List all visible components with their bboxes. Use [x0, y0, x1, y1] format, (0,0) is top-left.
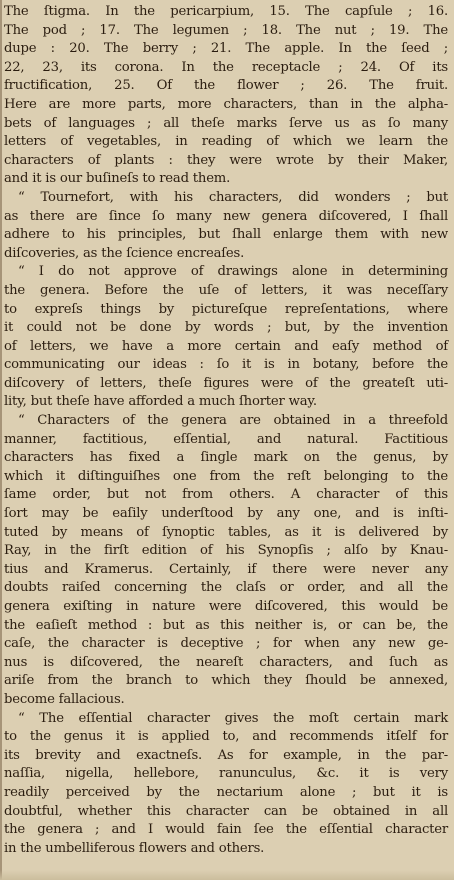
text-line: to expreſs things by pictureſque repreſentations, where — [4, 301, 448, 317]
text-line: become fallacious. — [4, 691, 125, 707]
text-line: characters has fixed a ſingle mark on the genus, by — [4, 450, 448, 466]
text-line: 22, 23, its corona. In the receptacle ; 24. Of its — [4, 59, 448, 75]
text-line: “ Tournefort, with his characters, did wonders ; but — [18, 189, 448, 205]
text-line: ſame order, but not from others. A character of this — [4, 487, 448, 503]
text-line: it could not be done by words ; but, by the invention — [4, 320, 448, 336]
text-line: to the genus it is applied to, and recommends itſelf for — [4, 729, 448, 745]
text-line: letters of vegetables, in reading of which we learn the — [4, 134, 448, 150]
text-line: caſe, the character is deceptive ; for when any new ge- — [4, 636, 448, 652]
text-line: The ſtigma. In the pericarpium, 15. The capſule ; 16. — [4, 4, 448, 19]
text-line: dupe : 20. The berry ; 21. The apple. In the ſeed ; — [4, 41, 448, 57]
text-line: readily perceived by the nectarium alone ; but it is — [4, 784, 448, 800]
text-line: nus is diſcovered, the neareſt characters, and ſuch as — [4, 654, 448, 670]
page-bottom-fade — [0, 870, 454, 880]
paragraph — [4, 263, 448, 412]
text-line: diſcoveries, as the ſcience encreaſes. — [4, 245, 245, 261]
paragraph — [4, 412, 448, 710]
text-line: fructification, 25. Of the flower ; 26. The fruit. — [4, 78, 448, 94]
text-line: ſort may be eaſily underſtood by any one, and is inſti- — [4, 506, 448, 522]
paragraph — [4, 189, 448, 263]
text-line: doubtful, whether this character can be obtained in all — [4, 803, 448, 819]
text-line: tius and Kramerus. Certainly, if there were never any — [4, 561, 448, 577]
text-column — [4, 3, 448, 858]
text-line: doubts raiſed concerning the claſs or order, and all the — [4, 580, 448, 596]
text-line: its brevity and exactneſs. As for example, in the par- — [4, 747, 448, 763]
text-line: “ Characters of the genera are obtained in a threefold — [18, 413, 448, 429]
text-line: ariſe from the branch to which they ſhould be annexed, — [4, 673, 448, 689]
text-line: tuted by means of ſynoptic tables, as it is delivered by — [4, 524, 448, 540]
text-line: “ The eſſential character gives the moſt certain mark — [18, 710, 448, 726]
text-line: The pod ; 17. The legumen ; 18. The nut ; 19. The — [4, 22, 448, 38]
text-line: the eaſieſt method : but as this neither is, or can be, the — [4, 617, 448, 633]
text-line: Here are more parts, more characters, than in the alpha- — [4, 96, 448, 112]
text-line: the genera ; and I would fain ſee the eſſential character — [4, 822, 448, 838]
text-line: manner, factitious, eſſential, and natural. Factitious — [4, 431, 448, 447]
text-line: in the umbelliferous flowers and others. — [4, 840, 265, 856]
text-line: as there are ſince ſo many new genera diſcovered, I ſhall — [4, 208, 448, 224]
text-line: communicating our ideas : ſo it is in botany, before the — [4, 357, 448, 373]
text-line: Ray, in the firſt edition of his Synopſis ; alſo by Knau- — [4, 543, 448, 559]
text-line: bets of languages ; all theſe marks ſerve us as ſo many — [4, 115, 448, 131]
paragraph — [4, 710, 448, 859]
text-line: “ I do not approve of drawings alone in determining — [18, 264, 448, 280]
text-line: and it is our buſineſs to read them. — [4, 171, 231, 187]
text-line: naſſia, nigella, hellebore, ranunculus, &c. it is very — [4, 766, 448, 782]
text-line: the genera. Before the uſe of letters, it was neceſſary — [4, 282, 448, 298]
paragraph — [4, 3, 448, 189]
text-line: which it diſtinguiſhes one from the reſt belonging to the — [4, 468, 448, 484]
text-line: genera exiſting in nature were diſcovered, this would be — [4, 599, 448, 614]
text-line: characters of plants : they were wrote by their Maker, — [4, 152, 448, 168]
text-line: diſcovery of letters, theſe figures were of the greateſt uti- — [4, 375, 448, 391]
text-line: adhere to his principles, but ſhall enlarge them with new — [4, 227, 448, 243]
text-line: of letters, we have a more certain and eaſy method of — [4, 338, 448, 354]
page-edge-rule — [0, 0, 2, 880]
text-line: lity, but theſe have afforded a much ſhorter way. — [4, 394, 317, 410]
